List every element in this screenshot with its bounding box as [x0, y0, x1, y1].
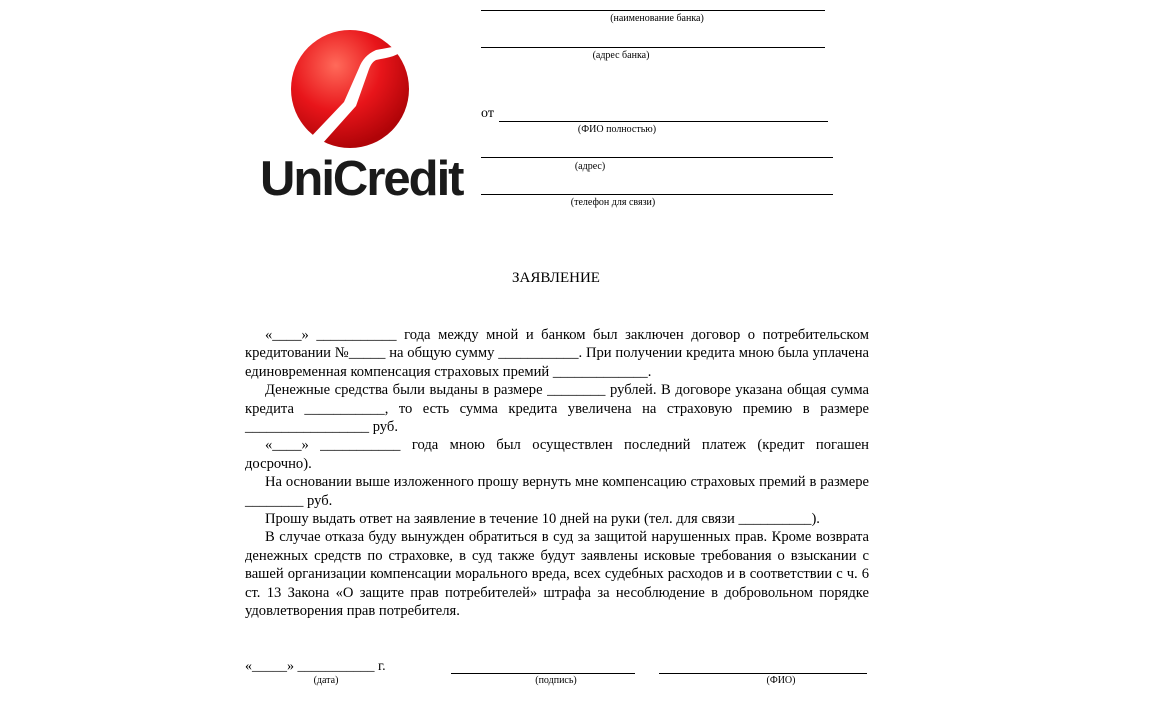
from-label: от	[481, 106, 494, 121]
bank-name-line[interactable]	[481, 10, 825, 11]
paragraph-contract: «____» ___________ года между мной и банком был заключен договор о потребительском кредитовании №_____ на общую сумму ___________. При получении кредита мною была уплачена единовременная компенсация страховых премий _____________.	[245, 327, 869, 380]
bank-name-caption: (наименование банка)	[610, 13, 704, 24]
paragraph-court-warning: В случае отказа буду вынужден обратиться в суд за защитой нарушенных прав. Кроме возврата денежных средств по страховке, в суд также будут заявлены исковые требования о взыскании с вашей организации компенсации морального вреда, всех судебных расходов и в соответствии с ч. 6 ст. 13 Закона «О защите прав потребителей» штрафа за несоблюдение в добровольном порядке удовлетворения прав потребителя.	[245, 529, 869, 620]
signature-line[interactable]	[451, 673, 635, 674]
bank-address-caption: (адрес банка)	[592, 50, 650, 61]
address-caption: (адрес)	[574, 161, 606, 172]
phone-line[interactable]	[481, 194, 833, 195]
unicredit-logo	[258, 30, 463, 210]
fio-line[interactable]	[659, 673, 867, 674]
paragraph-request-refund: На основании выше изложенного прошу вернуть мне компенсацию страховых премий в размере ________ руб.	[245, 474, 869, 509]
full-name-line[interactable]	[499, 121, 828, 122]
paragraph-credit-amount: Денежные средства были выданы в размере ________ рублей. В договоре указана общая сумма кредита ___________, то есть сумма кредита увеличена на страховую премию в размере _________________ руб.	[245, 382, 869, 436]
date-line[interactable]: «_____» ___________ г.	[245, 659, 386, 674]
paragraph-last-payment: «____» ___________ года мною был осуществлен последний платеж (кредит погашен досрочно).	[245, 437, 869, 472]
signature-caption: (подпись)	[535, 675, 577, 686]
document-body	[245, 326, 869, 621]
paragraph-response-request: Прошу выдать ответ на заявление в течение 10 дней на руки (тел. для связи __________).	[265, 511, 820, 528]
brand-name: UniCredit	[260, 152, 463, 206]
document-title: ЗАЯВЛЕНИЕ	[512, 270, 600, 286]
phone-caption: (телефон для связи)	[570, 197, 656, 208]
fio-caption: (ФИО)	[766, 675, 796, 686]
full-name-caption: (ФИО полностью)	[577, 124, 657, 135]
unicredit-ball-icon	[258, 30, 453, 150]
date-caption: (дата)	[313, 675, 339, 686]
bank-address-line[interactable]	[481, 47, 825, 48]
address-line[interactable]	[481, 157, 833, 158]
